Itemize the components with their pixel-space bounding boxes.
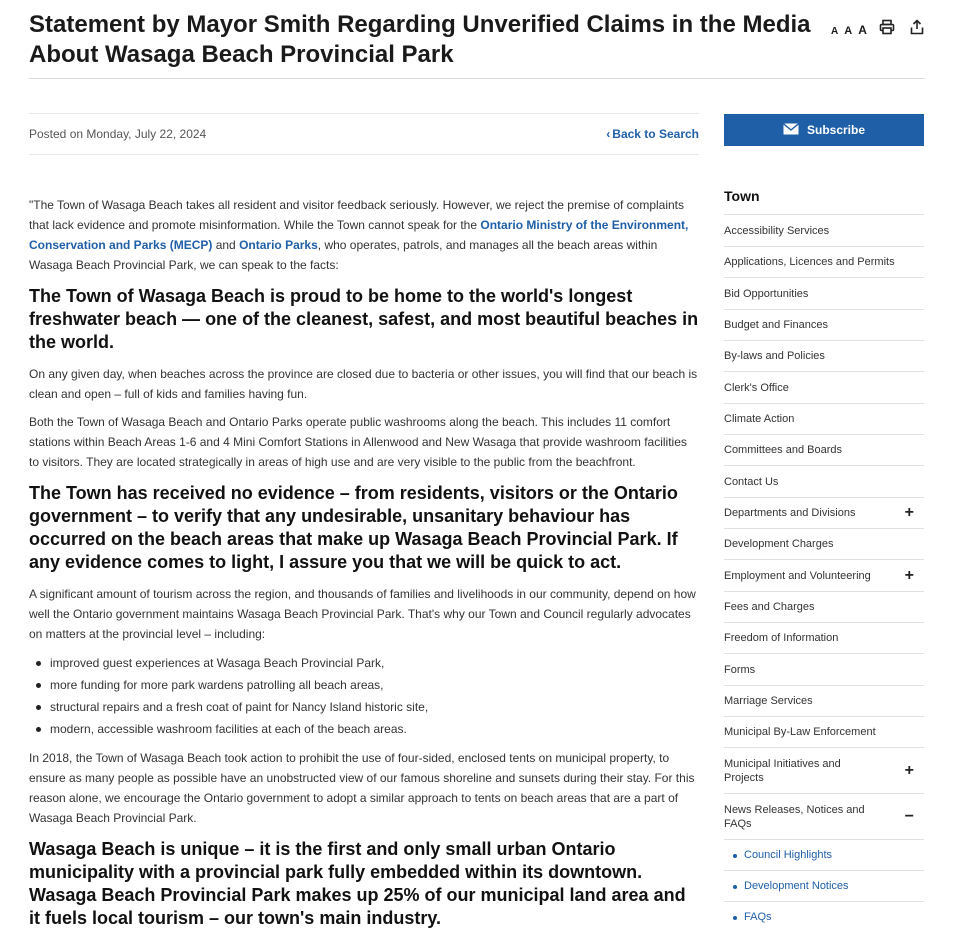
text-size-large-button[interactable]: A <box>858 23 867 37</box>
sidebar <box>724 114 924 932</box>
sidebar-item-label: Municipal By-Law Enforcement <box>724 726 876 738</box>
sidebar-item-label: Forms <box>724 663 756 676</box>
sidebar-subitem-development-notices[interactable]: Development Notices <box>724 870 924 901</box>
subscribe-label: Subscribe <box>806 123 866 137</box>
page-title: Statement by Mayor Smith Regarding Unverified Claims in the Media About Wasaga Beach Provincial Park <box>29 11 811 68</box>
sidebar-item-label: Accessibility Services <box>724 224 830 237</box>
envelope-icon <box>783 123 799 138</box>
sidebar-nav <box>724 214 924 932</box>
sidebar-subitem-council-highlights[interactable]: Council Highlights <box>724 839 924 870</box>
mecp-link[interactable]: Ontario Ministry of the Environment, Conservation and Parks (MECP) <box>29 218 689 252</box>
article-body <box>29 195 699 930</box>
page-tools <box>831 19 927 37</box>
sidebar-item-label: Budget and Finances <box>724 319 828 331</box>
paragraph-clean-beach: On any given day, when beaches across the province are closed due to bacteria or other issues, you will find that our beach is clean and open – full of kids and families having fun. <box>29 367 698 401</box>
paragraph-tents: In 2018, the Town of Wasaga Beach took action to prohibit the use of four-sided, enclosed tents on municipal property, to ensure as many people as possible have an unobstructed view of our famous shoreline and sunsets during their stay. For this reason alone, we encourage the Ontario government to adopt a similar approach to tents on beach areas that are a part of Wasaga Beach Provincial Park. <box>29 751 695 825</box>
sidebar-item-label: Development Charges <box>724 538 834 550</box>
sidebar-item-climate-action[interactable] <box>724 403 924 434</box>
sidebar-item-label: Employment and Volunteering <box>724 569 871 582</box>
back-to-search-link[interactable] <box>606 127 699 141</box>
paragraph-washrooms: Both the Town of Wasaga Beach and Ontario Parks operate public washrooms along the beach. This includes 11 comfort stations within Beach Areas 1-6 and 4 Mini Comfort Stations in Allenwood and New Wasaga that provide washroom facilities to visitors. They are located strategically in areas of high use and are very visible to the public from the beachfront. <box>29 415 687 469</box>
sidebar-item-label: Departments and Divisions <box>724 507 856 519</box>
sidebar-title: Town <box>724 188 760 204</box>
sidebar-item-label: Marriage Services <box>724 695 813 707</box>
sidebar-item-label: Clerk's Office <box>724 381 789 394</box>
sidebar-item-label: Freedom of Information <box>724 632 839 644</box>
heading-unique: Wasaga Beach is unique – it is the first and only small urban Ontario municipality with a provincial park fully embedded within its downtown. Wasaga Beach Provincial Park makes up 25% of our municipal land area and it fuels local tourism – our town's main industry. <box>29 839 686 928</box>
sidebar-item-label: By-laws and Policies <box>724 350 825 362</box>
sidebar-item-employment-and-volunteering[interactable] <box>724 559 924 591</box>
chevron-left-icon: ‹ <box>606 127 611 141</box>
sidebar-item-label: Applications, Licences and Permits <box>724 256 895 268</box>
sidebar-item-municipal-initiatives[interactable] <box>724 747 924 793</box>
meta-bar <box>29 113 699 155</box>
sidebar-item-budget-and-finances[interactable] <box>724 309 924 340</box>
intro-after-text: , who operates, patrols, and manages all the beach areas within Wasaga Beach Provincial Park, we can speak to the facts: <box>29 238 658 272</box>
printer-icon[interactable] <box>879 19 897 37</box>
text-size-medium-button[interactable]: A <box>844 25 853 37</box>
expand-icon[interactable]: + <box>904 504 914 521</box>
ontario-parks-link[interactable]: Ontario Parks <box>239 238 318 252</box>
sidebar-item-municipal-bylaw-enforcement[interactable] <box>724 716 924 747</box>
sidebar-item-contact-us[interactable] <box>724 465 924 497</box>
title-divider <box>29 78 925 79</box>
sidebar-subitem-faqs[interactable]: FAQs <box>724 901 924 932</box>
sidebar-item-marriage-services[interactable] <box>724 685 924 716</box>
sidebar-item-bid-opportunities[interactable] <box>724 277 924 309</box>
intro-text: "The Town of Wasaga Beach takes all resident and visitor feedback seriously. However, we reject the premise of complaints that lack evidence and promote misinformation. While the Town cannot speak for the <box>29 198 685 232</box>
list-item: improved guest experiences at Wasaga Beach Provincial Park, <box>29 652 699 674</box>
text-size-small-button[interactable]: A <box>831 26 839 37</box>
sidebar-item-label: Municipal Initiatives and Projects <box>724 757 841 784</box>
sidebar-item-development-charges[interactable] <box>724 528 924 559</box>
paragraph-tourism: A significant amount of tourism across the region, and thousands of families and livelihoods in our community, depend on how well the Ontario government maintains Wasaga Beach Provincial Park. That's why our Town and Council regularly advocates on matters at the provincial level – including: <box>29 587 696 641</box>
heading-no-evidence: The Town has received no evidence – from residents, visitors or the Ontario government – to verify that any undesirable, unsanitary behaviour has occurred on the beach areas that make up Wasaga Beach Provincial Park. If any evidence comes to light, I assure you that we will be quick to act. <box>29 483 678 572</box>
collapse-icon[interactable]: − <box>904 807 914 825</box>
sidebar-item-bylaws-and-policies[interactable] <box>724 340 924 371</box>
sidebar-item-news-releases[interactable] <box>724 793 924 839</box>
expand-icon[interactable]: + <box>904 761 914 779</box>
intro-paragraph <box>29 195 699 275</box>
subscribe-button[interactable] <box>724 114 924 146</box>
sidebar-item-fees-and-charges[interactable] <box>724 591 924 622</box>
sidebar-item-accessibility-services[interactable] <box>724 214 924 246</box>
heading-beach-proud: The Town of Wasaga Beach is proud to be home to the world's longest freshwater beach — one of the cleanest, safest, and most beautiful beaches in the world. <box>29 286 699 352</box>
sidebar-item-label: Contact Us <box>724 475 779 488</box>
sidebar-item-forms[interactable] <box>724 653 924 685</box>
sidebar-item-label: Fees and Charges <box>724 601 815 613</box>
sidebar-item-freedom-of-information[interactable] <box>724 622 924 653</box>
list-item: modern, accessible washroom facilities at each of the beach areas. <box>29 718 699 740</box>
main-content <box>29 113 699 940</box>
sidebar-item-label: Climate Action <box>724 413 795 425</box>
list-item: more funding for more park wardens patrolling all beach areas, <box>29 674 699 696</box>
posted-date: Posted on Monday, July 22, 2024 <box>29 127 207 141</box>
page-header <box>29 10 925 70</box>
sidebar-item-committees-and-boards[interactable] <box>724 434 924 465</box>
expand-icon[interactable]: + <box>904 566 914 584</box>
back-to-search-label: Back to Search <box>612 127 699 141</box>
sidebar-item-departments-and-divisions[interactable] <box>724 497 924 528</box>
intro-and-text: and <box>212 238 240 252</box>
sidebar-item-applications-licences-permits[interactable] <box>724 246 924 277</box>
share-icon[interactable] <box>909 19 927 37</box>
sidebar-item-clerks-office[interactable] <box>724 371 924 403</box>
list-item: structural repairs and a fresh coat of paint for Nancy Island historic site, <box>29 696 699 718</box>
advocacy-list <box>29 652 699 740</box>
sidebar-item-label: Committees and Boards <box>724 444 842 456</box>
sidebar-item-label: Bid Opportunities <box>724 287 809 300</box>
sidebar-item-label: News Releases, Notices and FAQs <box>724 803 865 830</box>
